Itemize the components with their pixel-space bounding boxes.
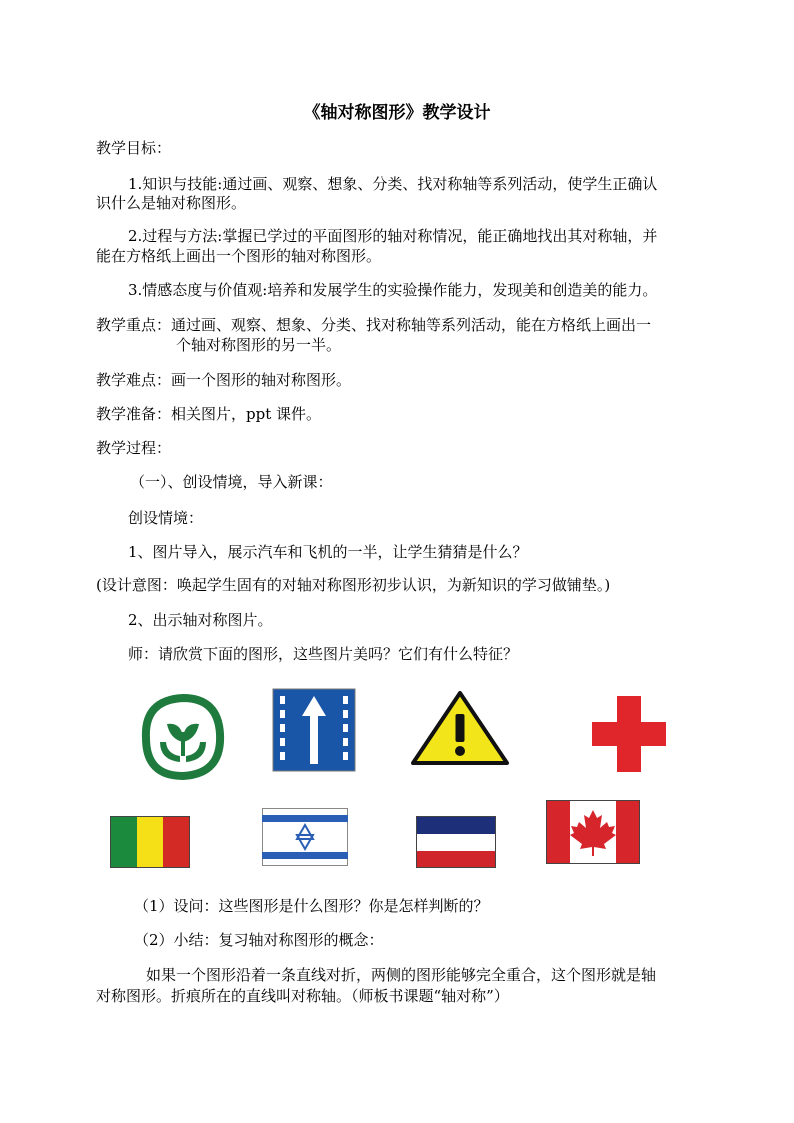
preparation: 教学准备：相关图片，ppt 课件。 — [96, 405, 322, 423]
process-heading: 教学过程： — [96, 439, 172, 457]
teacher-prompt: 师：请欣赏下面的图形，这些图片美吗？它们有什么特征？ — [128, 645, 519, 663]
difficulty: 教学难点：画一个图形的轴对称图形。 — [96, 371, 352, 389]
question-2: （2）小结：复习轴对称图形的概念： — [134, 931, 384, 949]
flag-israel — [262, 808, 348, 866]
goal-3: 3.情感态度与价值观:培养和发展学生的实验操作能力，发现美和创造美的能力。 — [128, 281, 658, 299]
red-cross — [592, 696, 666, 772]
key-points-line-1: 教学重点：通过画、观察、想象、分类、找对称轴等系列活动，能在方格纸上画出一 — [96, 316, 652, 334]
flag-blue-white-red — [416, 816, 496, 868]
flag-green-yellow-red — [110, 816, 190, 868]
definition-line-1: 如果一个图形沿着一条直线对折，两侧的图形能够完全重合，这个图形就是轴 — [146, 966, 657, 984]
yellow-warning-sign — [410, 690, 510, 766]
goal-2-line-2: 能在方格纸上画出一个图形的轴对称图形。 — [96, 247, 382, 265]
goal-1-line-2: 识什么是轴对称图形。 — [96, 194, 247, 212]
flag-canada — [546, 800, 640, 864]
green-leaf-logo — [140, 694, 226, 780]
goal-1-line-1: 1.知识与技能:通过画、观察、想象、分类、找对称轴等系列活动，使学生正确认 — [128, 175, 658, 193]
goals-heading: 教学目标： — [96, 139, 172, 157]
blue-arrow-sign — [272, 688, 356, 772]
situation-label: 创设情境： — [128, 509, 204, 527]
key-points-line-2: 个轴对称图形的另一半。 — [176, 336, 342, 354]
page-title: 《轴对称图形》教学设计 — [303, 103, 491, 123]
definition-line-2: 对称图形。折痕所在的直线叫对称轴。（师板书课题“轴对称”） — [96, 987, 509, 1005]
section-1-heading: （一）、创设情境，导入新课： — [130, 473, 333, 491]
question-1: （1）设问：这些图形是什么图形？你是怎样判断的？ — [134, 897, 489, 915]
design-intent: (设计意图：唤起学生固有的对轴对称图形初步认识，为新知识的学习做铺垫。) — [96, 576, 611, 594]
goal-2-line-1: 2.过程与方法:掌握已学过的平面图形的轴对称情况，能正确地找出其对称轴，并 — [128, 227, 658, 245]
step-1: 1、图片导入，展示汽车和飞机的一半，让学生猜猜是什么？ — [128, 543, 528, 561]
step-2: 2、出示轴对称图片。 — [128, 611, 273, 629]
